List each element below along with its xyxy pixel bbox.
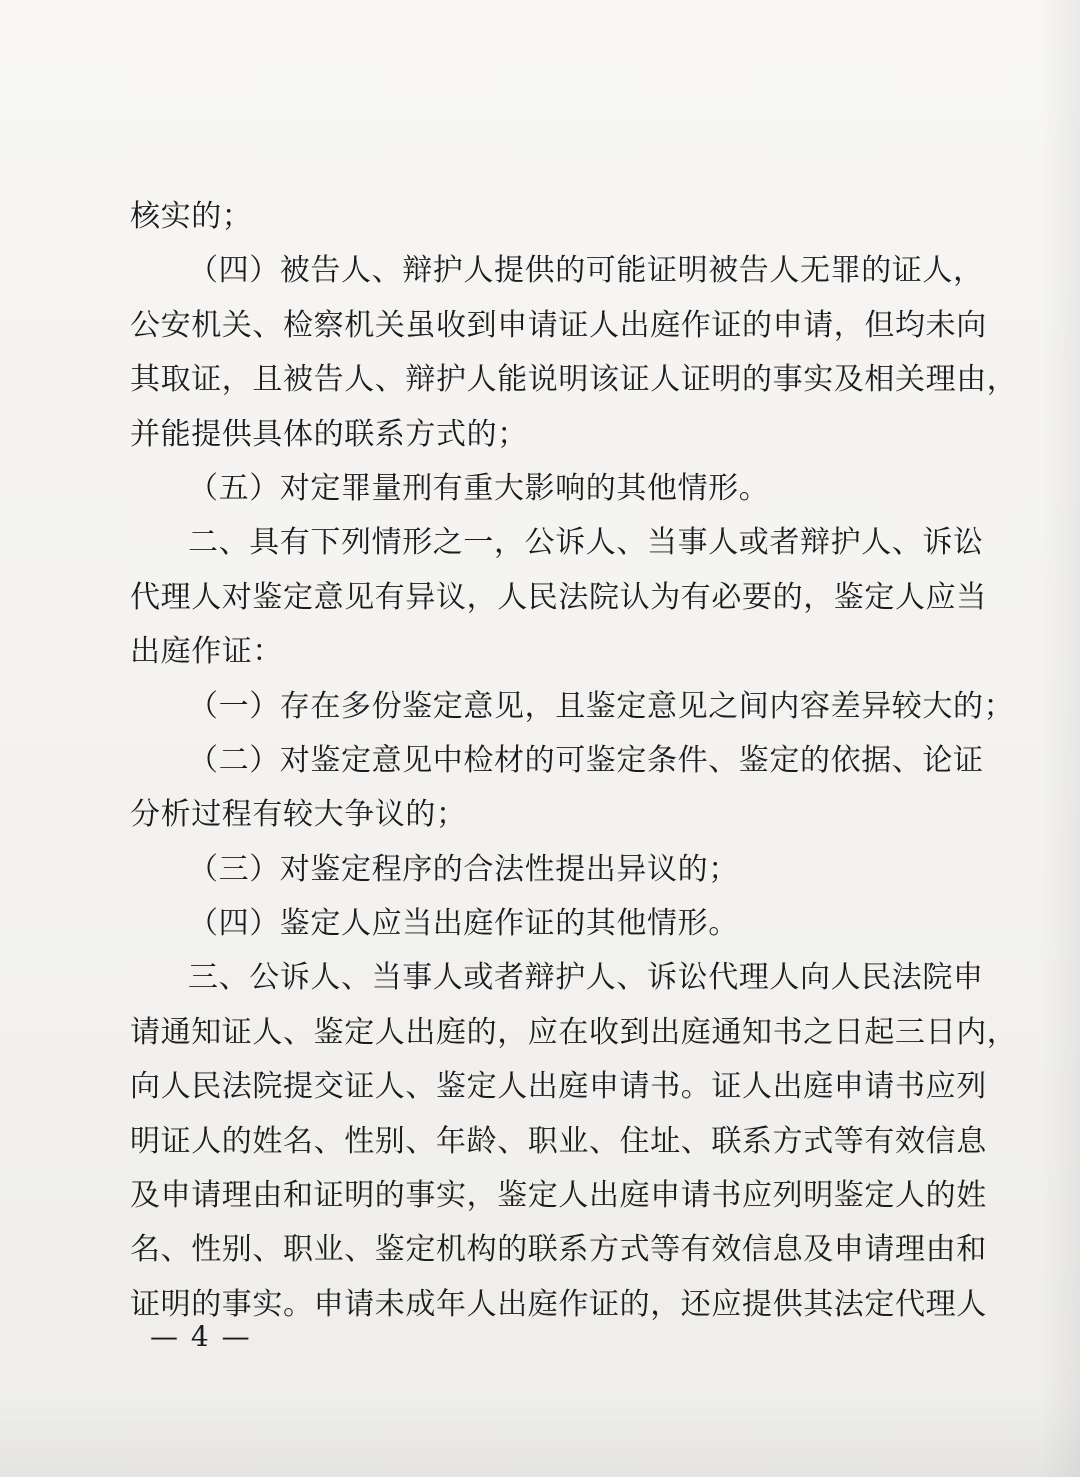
text-line: 分析过程有较大争议的； <box>130 797 467 833</box>
text-line: （三）对鉴定程序的合法性提出异议的； <box>188 851 739 887</box>
text-line: 向人民法院提交证人、鉴定人出庭申请书。证人出庭申请书应列 <box>130 1069 987 1105</box>
page-edge-shadow <box>1040 0 1080 1477</box>
page-bottom-shadow <box>0 1397 1080 1477</box>
text-line: （五）对定罪量刑有重大影响的其他情形。 <box>188 470 770 506</box>
text-line: 核实的； <box>130 199 253 234</box>
text-line: （一）存在多份鉴定意见，且鉴定意见之间内容差异较大的； <box>188 688 1015 724</box>
text-line: 二、具有下列情形之一，公诉人、当事人或者辩护人、诉讼 <box>188 525 984 561</box>
text-line: 公安机关、检察机关虽收到申请证人出庭作证的申请，但均未向 <box>130 307 987 343</box>
text-line: 及申请理由和证明的事实，鉴定人出庭申请书应列明鉴定人的姓 <box>130 1178 987 1214</box>
page-number: — 4 — <box>150 1320 252 1353</box>
text-line: 请通知证人、鉴定人出庭的，应在收到出庭通知书之日起三日内， <box>130 1014 1018 1050</box>
text-line: 证明的事实。申请未成年人出庭作证的，还应提供其法定代理人 <box>130 1286 987 1322</box>
text-line: （四）被告人、辩护人提供的可能证明被告人无罪的证人， <box>188 253 984 289</box>
text-line: 并能提供具体的联系方式的； <box>130 416 528 452</box>
text-line: 三、公诉人、当事人或者辩护人、诉讼代理人向人民法院申 <box>188 960 984 996</box>
text-line: 名、性别、职业、鉴定机构的联系方式等有效信息及申请理由和 <box>130 1232 987 1268</box>
text-line: （二）对鉴定意见中检材的可鉴定条件、鉴定的依据、论证 <box>188 742 984 778</box>
text-line: 代理人对鉴定意见有异议，人民法院认为有必要的，鉴定人应当 <box>130 579 987 615</box>
text-line: 其取证，且被告人、辩护人能说明该证人证明的事实及相关理由， <box>130 362 1018 398</box>
text-line: 明证人的姓名、性别、年龄、职业、住址、联系方式等有效信息 <box>130 1123 987 1159</box>
document-body <box>130 190 1018 1332</box>
text-line: 出庭作证： <box>130 634 283 670</box>
text-line: （四）鉴定人应当出庭作证的其他情形。 <box>188 906 739 942</box>
